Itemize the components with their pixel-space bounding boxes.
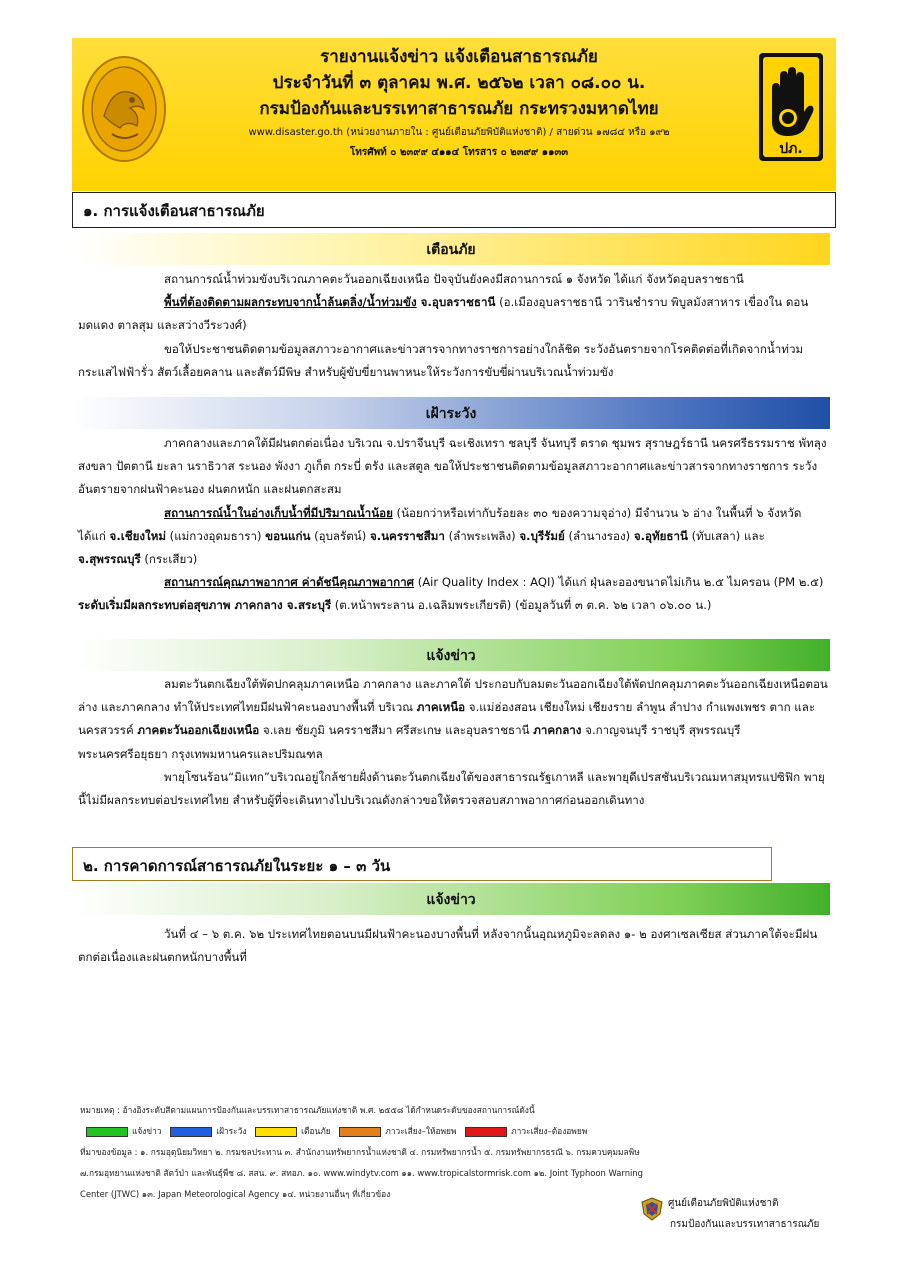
legend-label-must-evacuate: ภาวะเสี่ยง–ต้องอพยพ <box>511 1126 588 1136</box>
legend-swatch-blue <box>170 1127 212 1137</box>
legend-note: หมายเหตุ : อ้างอิงระดับสีตามแผนการป้องกันและบรรเทาสาธารณภัยแห่งชาติ พ.ศ. ๒๕๕๘ ได้กำหนดระดับของสถานการณ์ดังนี้ <box>80 1105 535 1115</box>
contact-web: www.disaster.go.th (หน่วยงานภายใน : ศูนย์เตือนภัยพิบัติแห่งชาติ) / สายด่วน ๑๗๘๔ หรือ ๑๙๒ <box>248 127 670 138</box>
section1-title-box <box>72 192 836 228</box>
contact-phone: โทรศัพท์ ๐ ๒๓๙๙ ๔๑๑๔ โทรสาร ๐ ๒๓๙๙ ๑๑๓๓ <box>349 147 569 158</box>
watch-text <box>78 432 830 618</box>
footer-line-1: ศูนย์เตือนภัยพิบัติแห่งชาติ <box>668 1198 779 1209</box>
warning-band <box>72 233 830 265</box>
warning-paragraph-1: สถานการณ์น้ำท่วมขังบริเวณภาคตะวันออกเฉียงเหนือ ปัจจุบันยังคงมีสถานการณ์ ๑ จังหวัด ได้แก่ จังหวัดอุบลราชธานี <box>164 272 744 286</box>
forecast-paragraph-1: วันที่ ๔ – ๖ ต.ค. ๖๒ ประเทศไทยตอนบนมีฝนฟ้าคะนองบางพื้นที่ หลังจากนั้นอุณหภูมิจะลดลง ๑- ๒ องศาเซลเซียส ส่วนภาคใต้จะมีฝนตกต่อเนื่องและฝนตกหนักบางพื้นที่ <box>78 927 818 965</box>
sources-line-2: ๗.กรมอุทยานแห่งชาติ สัตว์ป่า และพันธุ์พืช ๘. สสน. ๙. สทอภ. ๑๐. www.windytv.com ๑๑. www.tropicalstormrisk.com ๑๒. Joint Typhoon Warning <box>80 1168 643 1178</box>
watch-band <box>72 397 830 429</box>
section1-title: ๑. การแจ้งเตือนสาธารณภัย <box>83 202 265 220</box>
forecast-notice-label: แจ้งข่าว <box>426 892 476 908</box>
notice-paragraph-1: ลมตะวันตกเฉียงใต้พัดปกคลุมภาคเหนือ ภาคกลาง และภาคใต้ ประกอบกับลมตะวันออกเฉียงใต้พัดปกคลุมภาคตะวันออกเฉียงเหนือตอนล่าง และภาคกลาง ทำให้ประเทศไทยมีฝนฟ้าคะนองบางพื้นที่ บริเวณ ภาคเหนือ จ.แม่ฮ่องสอน เชียงใหม่ เชียงราย ลำพูน ลำปาง กำแพงเพชร ตาก และนครสวรรค์ ภาคตะวันออกเฉียงเหนือ จ.เลย ชัยภูมิ นครราชสีมา ศรีสะเกษ และอุบลราชธานี ภาคกลาง จ.กาญจนบุรี ราชบุรี สุพรรณบุรี พระนครศรีอยุธยา กรุงเทพมหานครและปริมณฑล <box>78 677 828 761</box>
warning-paragraph-2: พื้นที่ต้องติดตามผลกระทบจากน้ำล้นตลิ่ง/น้ำท่วมขัง จ.อุบลราชธานี (อ.เมืองอุบลราชธานี วารินชำราบ พิบูลมังสาหาร เขื่องใน ดอนมดแดง ตาลสุม และสว่างวีระวงศ์) <box>78 295 809 333</box>
dpm-logo-icon <box>758 52 824 162</box>
watch-paragraph-2: สถานการณ์น้ำในอ่างเก็บน้ำที่มีปริมาณน้ำน้อย (น้อยกว่าหรือเท่ากับร้อยละ ๓๐ ของความจุอ่าง) มีจำนวน ๖ อ่าง ในพื้นที่ ๖ จังหวัด ได้แก่ จ.เชียงใหม่ (แม่กวงอุดมธารา) ขอนแก่น (อุบลรัตน์) จ.นครราชสีมา (ลำพระเพลิง) จ.บุรีรัมย์ (ลำนางรอง) จ.อุทัยธานี (ทับเสลา) และ จ.สุพรรณบุรี (กระเสียว) <box>78 505 802 567</box>
sources-line-3: Center (JTWC) ๑๓. Japan Meteorological Agency ๑๔. หน่วยงานอื่นๆ ที่เกี่ยวข้อง <box>80 1189 391 1199</box>
legend-label-notice: แจ้งข่าว <box>132 1126 162 1136</box>
legend-label-watch: เฝ้าระวัง <box>216 1126 247 1136</box>
legend-notes <box>80 1100 820 1205</box>
legend-swatch-green <box>86 1127 128 1137</box>
forecast-text <box>78 923 830 969</box>
legend-swatch-orange <box>339 1127 381 1137</box>
legend-label-warning: เตือนภัย <box>301 1126 331 1136</box>
watch-paragraph-1: ภาคกลางและภาคใต้มีฝนตกต่อเนื่อง บริเวณ จ.ปราจีนบุรี ฉะเชิงเทรา ชลบุรี จันทบุรี ตราด ชุมพร สุราษฎร์ธานี นครศรีธรรมราช พัทลุง สงขลา ปัตตานี ยะลา นราธิวาส ระนอง พังงา ภูเก็ต กระบี่ ตรัง และสตูล ขอให้ประชาชนติดตามข้อมูลสภาวะอากาศและข่าวสารจากทางราชการ ระวังอันตรายจากฝนฟ้าคะนอง ฝนตกหนัก และฝนตกสะสม <box>78 436 827 497</box>
report-date: ประจำวันที่ ๓ ตุลาคม พ.ศ. ๒๕๖๒ เวลา ๐๘.๐๐ น. <box>272 73 646 93</box>
footer-line-2: กรมป้องกันและบรรเทาสาธารณภัย <box>670 1219 820 1230</box>
color-level-legend <box>80 1121 820 1142</box>
notice-text <box>78 673 830 812</box>
warning-label: เตือนภัย <box>426 242 476 258</box>
report-header <box>72 38 836 191</box>
legend-label-advise-evacuate: ภาวะเสี่ยง–ให้อพยพ <box>385 1126 457 1136</box>
sources-line-1: ที่มาของข้อมูล : ๑. กรมอุตุนิยมวิทยา ๒. กรมชลประทาน ๓. สำนักงานทรัพยากรน้ำแห่งชาติ ๔. กรมทรัพยากรน้ำ ๕. กรมทรัพยากรธรณี ๖. กรมควบคุมมลพิษ <box>80 1147 640 1157</box>
warning-text <box>78 268 830 384</box>
legend-swatch-yellow <box>255 1127 297 1137</box>
forecast-notice-band <box>72 883 830 915</box>
notice-band <box>72 639 830 671</box>
warning-paragraph-3: ขอให้ประชาชนติดตามข้อมูลสภาวะอากาศและข่าวสารจากทางราชการอย่างใกล้ชิด ระวังอันตรายจากโรคติดต่อที่เกิดจากน้ำท่วม กระแสไฟฟ้ารั่ว สัตว์เลื้อยคลาน และสัตว์มีพิษ สำหรับผู้ขับขี่ยานพาหนะให้ระวังการขับขี่ผ่านบริเวณน้ำท่วมขัง <box>78 341 804 379</box>
legend-swatch-red <box>465 1127 507 1137</box>
section2-title: ๒. การคาดการณ์สาธารณภัยในระยะ ๑ – ๓ วัน <box>83 857 391 875</box>
report-title: รายงานแจ้งข่าว แจ้งเตือนสาธารณภัย <box>320 47 598 67</box>
watch-paragraph-3: สถานการณ์คุณภาพอากาศ ค่าดัชนีคุณภาพอากาศ (Air Quality Index : AQI) ได้แก่ ฝุ่นละอองขนาดไม่เกิน ๒.๕ ไมครอน (PM ๒.๕) ระดับเริ่มมีผลกระทบต่อสุขภาพ ภาคกลาง จ.สระบุรี (ต.หน้าพระลาน อ.เฉลิมพระเกียรติ) (ข้อมูลวันที่ ๓ ต.ค. ๖๒ เวลา ๐๖.๐๐ น.) <box>78 575 824 613</box>
dpm-logo-text: ปภ. <box>779 141 803 157</box>
notice-label: แจ้งข่าว <box>426 648 476 664</box>
department-seal-icon <box>82 54 166 164</box>
section2-title-box <box>72 847 772 881</box>
watch-label: เฝ้าระวัง <box>425 406 477 422</box>
header-text-block <box>172 44 746 162</box>
warning-center-emblem-icon <box>640 1197 664 1221</box>
notice-paragraph-2: พายุโซนร้อน“มิแทก”บริเวณอยู่ใกล้ชายฝั่งด้านตะวันตกเฉียงใต้ของสาธารณรัฐเกาหลี และพายุดีเปรสชันบริเวณมหาสมุทรแปซิฟิก พายุนี้ไม่มีผลกระทบต่อประเทศไทย สำหรับผู้ที่จะเดินทางไปบริเวณดังกล่าวขอให้ตรวจสอบสภาพอากาศก่อนออกเดินทาง <box>78 769 825 808</box>
department-name: กรมป้องกันและบรรเทาสาธารณภัย กระทรวงมหาดไทย <box>259 99 659 119</box>
footer-signature <box>640 1195 840 1245</box>
